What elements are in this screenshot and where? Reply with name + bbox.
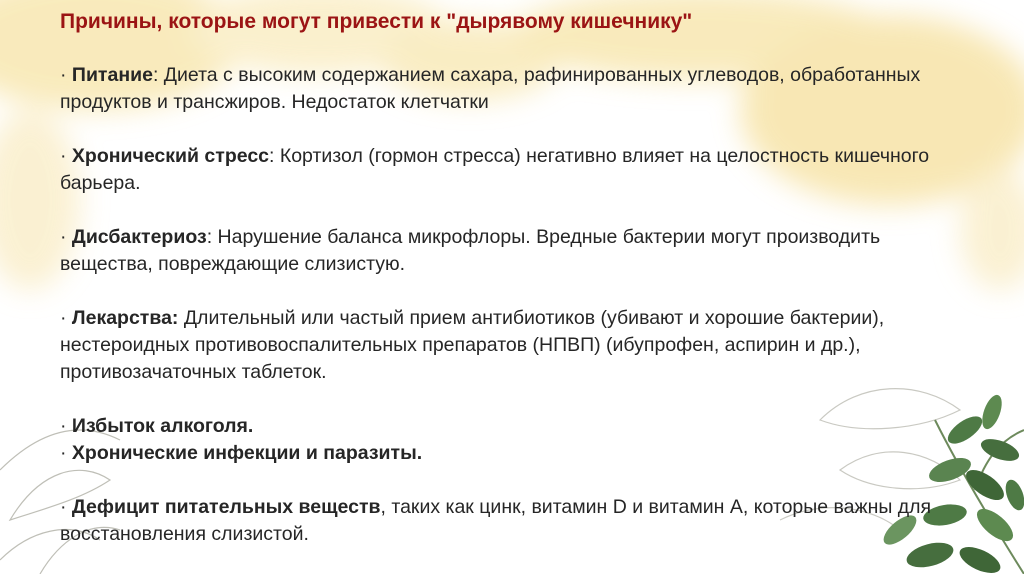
item-term: Хронический стресс <box>71 145 270 167</box>
item-term: Хронические инфекции и паразиты. <box>71 442 423 464</box>
slide-content <box>60 8 960 548</box>
bullet: · <box>60 64 67 86</box>
item-term: Дисбактериоз <box>71 226 207 248</box>
bullet: · <box>60 415 67 437</box>
list-item-dysbiosis <box>60 224 960 278</box>
list-item-alcohol <box>60 413 960 440</box>
item-text: , таких как цинк, витамин D и витамин A, которые важны для восстановления слизистой. <box>60 496 932 545</box>
list-item-medications <box>60 305 960 386</box>
bullet: · <box>60 226 67 248</box>
item-separator: : <box>152 64 159 86</box>
item-text: Диета с высоким содержанием сахара, рафинированных углеводов, обработанных продуктов и трансжиров. Недостаток клетчатки <box>60 64 921 113</box>
list-item-deficiency <box>60 494 960 548</box>
item-text: Кортизол (гормон стресса) негативно влияет на целостность кишечного барьера. <box>60 145 930 194</box>
item-separator: : <box>206 226 213 248</box>
list-item-stress <box>60 143 960 197</box>
bullet: · <box>60 442 67 464</box>
item-term: Питание <box>71 64 153 86</box>
item-term: Избыток алкоголя. <box>71 415 254 437</box>
slide-title: Причины, которые могут привести к "дырявому кишечнику" <box>60 10 693 33</box>
item-term: Дефицит питательных веществ <box>71 496 381 518</box>
list-item-nutrition <box>60 62 960 116</box>
list-item-infections <box>60 440 960 467</box>
bullet: · <box>60 307 67 329</box>
item-separator: : <box>269 145 275 167</box>
item-text: Нарушение баланса микрофлоры. Вредные бактерии могут производить вещества, повреждающие слизистую. <box>60 226 881 275</box>
bullet: · <box>60 145 67 167</box>
item-term: Лекарства: <box>71 307 179 329</box>
item-text: Длительный или частый прием антибиотиков (убивают и хорошие бактерии), нестероидных противовоспалительных препаратов (НПВП) (ибупрофен, аспирин и др.), противозачаточных таблеток. <box>60 307 885 383</box>
bullet: · <box>60 496 67 518</box>
